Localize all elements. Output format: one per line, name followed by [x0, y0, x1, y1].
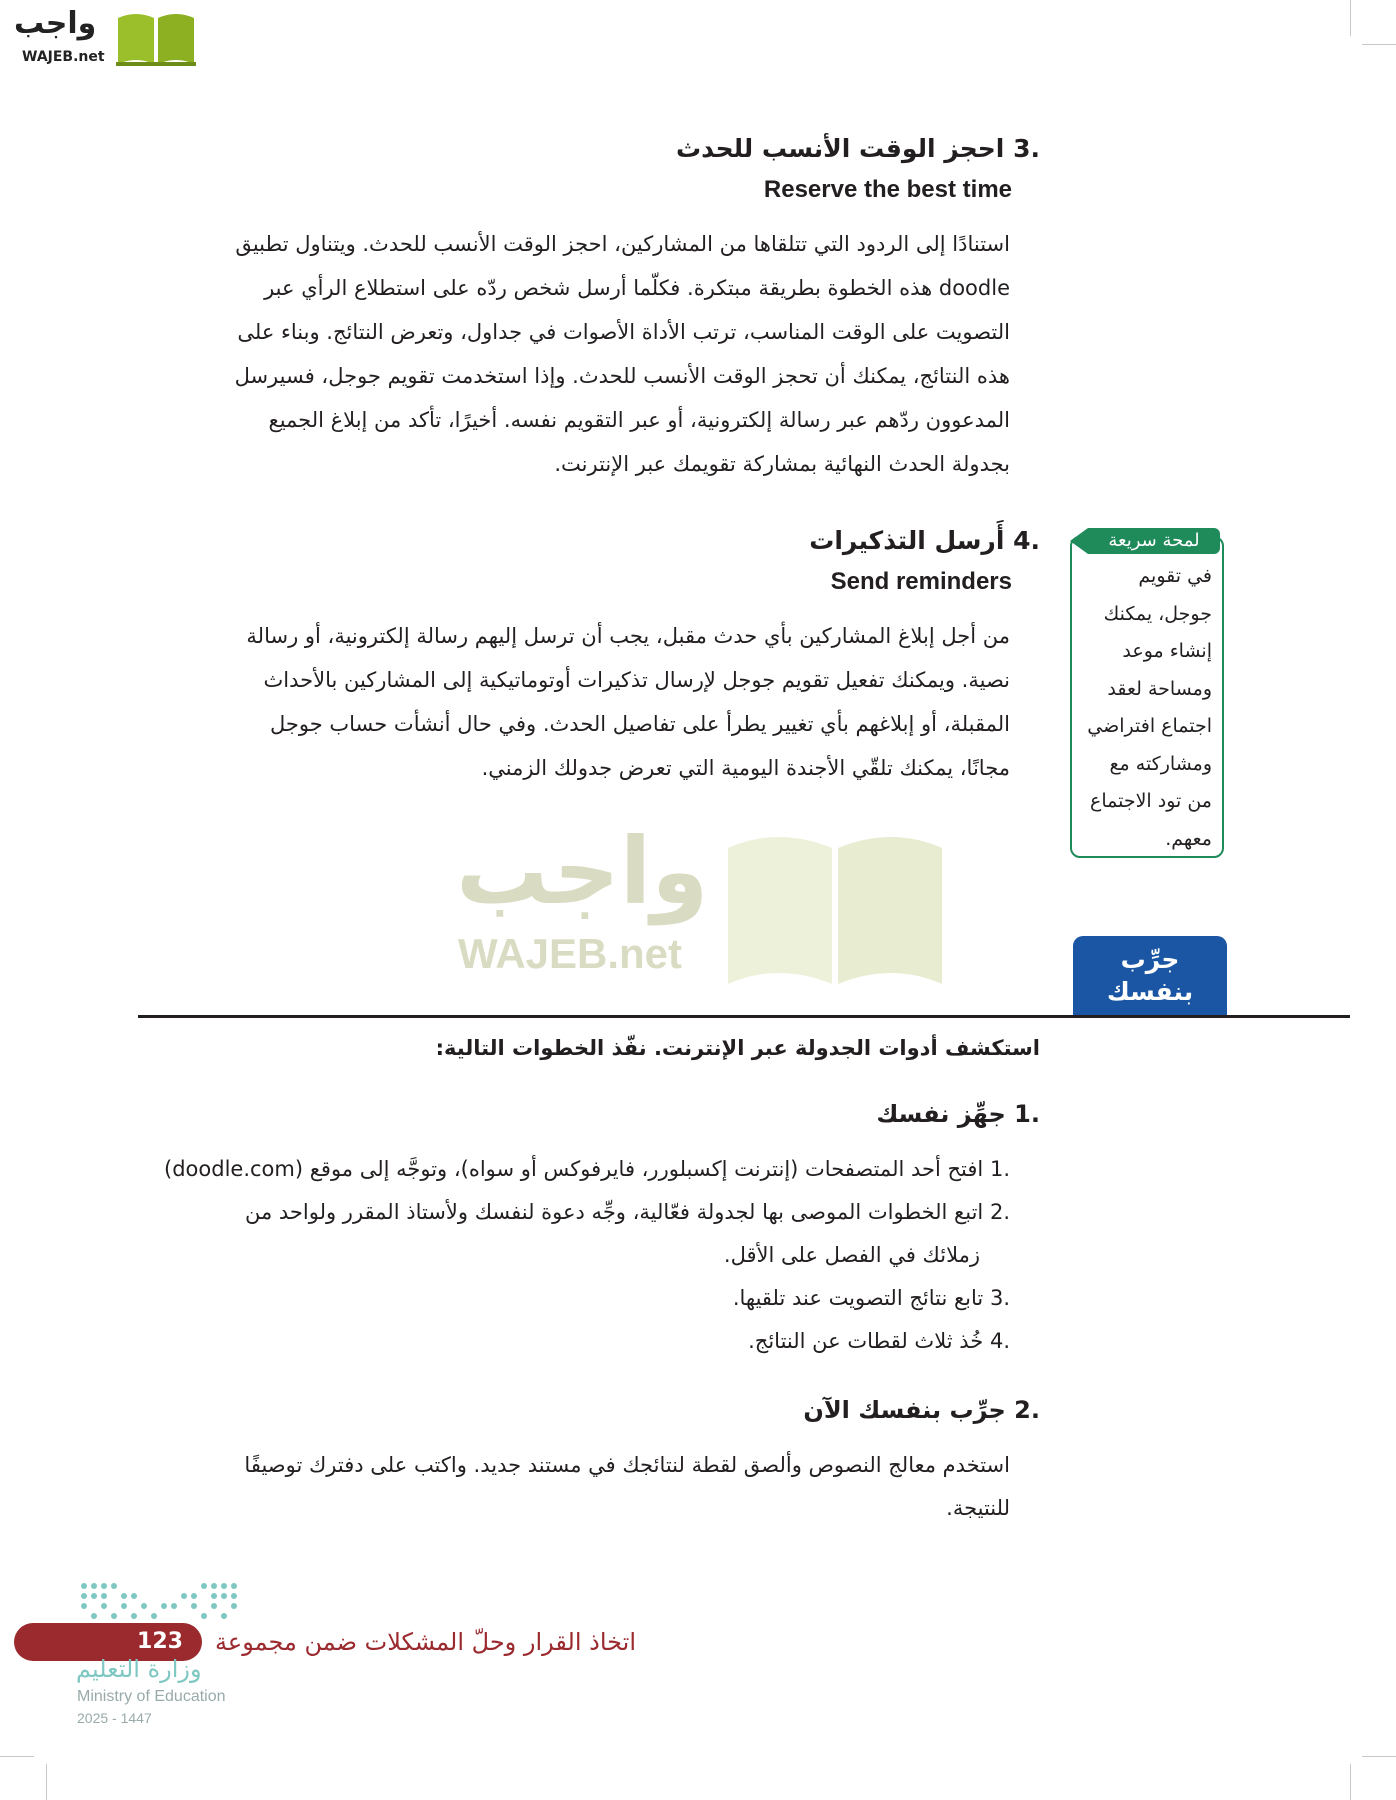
paragraph-line: استنادًا إلى الردود التي تتلقاها من المشاركين، احجز الوقت الأنسب للحدث. ويتناول تطبيق	[235, 232, 1010, 256]
quick-tip-line: ومساحة لعقد	[1107, 677, 1212, 700]
paragraph-line: هذه النتائج، يمكنك أن تحجز الوقت الأنسب للحدث. وإذا استخدمت تقويم جوجل، فسيرسل	[234, 364, 1010, 388]
brand-net: WAJEB.net	[22, 49, 105, 65]
try-yourself-tab	[1073, 936, 1227, 1016]
try-yourself-line1: جرِّب	[1120, 945, 1180, 974]
quick-tip-title: لمحة سريعة	[1088, 528, 1220, 554]
quick-tip-line: إنشاء موعد	[1122, 640, 1212, 662]
step2-paragraph	[138, 1444, 1010, 1530]
quick-tip-line: جوجل، يمكنك	[1103, 602, 1212, 625]
crop-mark	[1362, 1756, 1396, 1757]
paragraph-line: مجانًا، يمكنك تلقّي الأجندة اليومية التي تعرض جدولك الزمني.	[481, 756, 1010, 780]
crop-mark	[0, 1756, 34, 1757]
section3-heading: .3 احجز الوقت الأنسب للحدث	[676, 134, 1040, 163]
paragraph-line: المدعوون ردّهم عبر رسالة إلكترونية، أو عبر التقويم نفسه. أخيرًا، تأكد من إبلاغ الجميع	[268, 408, 1010, 432]
section4-heading: .4 أَرسل التذكيرات	[809, 526, 1040, 555]
try-yourself-line2: بنفسك	[1106, 977, 1194, 1006]
section4-paragraph	[138, 614, 1010, 790]
watermark-net: WAJEB.net	[458, 930, 683, 977]
section-divider	[138, 1015, 1350, 1018]
book-icon	[114, 8, 198, 68]
paragraph-line: doodle هذه الخطوة بطريقة مبتكرة. فكلّما أرسل شخص ردّه على استطلاع الرأي عبر	[264, 276, 1010, 300]
paragraph-line: من أجل إبلاغ المشاركين بأي حدث مقبل، يجب أن ترسل إليهم رسالة إلكترونية، أو رسالة	[246, 624, 1010, 648]
quick-tip-line: ومشاركته مع	[1109, 752, 1212, 775]
quick-tip-line: معهم.	[1165, 827, 1212, 850]
ministry-year: 2025 - 1447	[77, 1710, 152, 1726]
ministry-name-en: Ministry of Education	[77, 1688, 226, 1705]
watermark-word: واجب	[456, 818, 709, 925]
page-number: 123	[137, 1629, 183, 1654]
paragraph-line: التصويت على الوقت المناسب، ترتب الأداة الأصوات في جداول، وتعرض النتائج. وبناء على	[237, 320, 1010, 344]
step1-list	[138, 1148, 1010, 1363]
list-item: .1 افتح أحد المتصفحات (إنترنت إكسبلورر، فايرفوكس أو سواه)، وتوجَّه إلى موقع (doodle.com)	[164, 1157, 1010, 1181]
watermark-book-icon	[720, 818, 950, 988]
brand-logo	[10, 6, 190, 68]
try-yourself-intro: استكشف أدوات الجدولة عبر الإنترنت. نفّذ الخطوات التالية:	[435, 1036, 1040, 1060]
quick-tip-line: في تقويم	[1138, 565, 1212, 587]
list-item: .3 تابع نتائج التصويت عند تلقيها.	[732, 1286, 1010, 1310]
step1-heading: .1 جهِّز نفسك	[876, 1100, 1040, 1128]
watermark	[440, 818, 960, 988]
section3-heading-en: Reserve the best time	[763, 176, 1012, 203]
paragraph-line: استخدم معالج النصوص وألصق لقطة لنتائجك في مستند جديد. واكتب على دفترك توصيفًا	[244, 1453, 1010, 1477]
crop-mark	[46, 1764, 47, 1800]
ministry-logo-dots	[78, 1580, 248, 1622]
paragraph-line: بجدولة الحدث النهائية بمشاركة تقويمك عبر الإنترنت.	[554, 452, 1010, 476]
brand-word: واجب	[14, 6, 97, 41]
list-item: .2 اتبع الخطوات الموصى بها لجدولة فعّالية، وجِّه دعوة لنفسك ولأستاذ المقرر ولواحد من	[245, 1200, 1010, 1224]
paragraph-line: المقبلة، أو إبلاغهم بأي تغيير يطرأ على تفاصيل الحدث. وفي حال أنشأت حساب جوجل	[269, 712, 1010, 736]
crop-mark	[1362, 44, 1396, 45]
list-item: زملائك في الفصل على الأقل.	[723, 1243, 980, 1267]
ministry-name-ar: وزارة التعليم	[76, 1655, 202, 1683]
quick-tip-line: اجتماع افتراضي	[1087, 715, 1212, 737]
quick-tip-line: من تود الاجتماع	[1090, 790, 1212, 812]
chapter-title: اتخاذ القرار وحلّ المشكلات ضمن مجموعة	[215, 1628, 636, 1656]
crop-mark	[1350, 1764, 1351, 1800]
step2-heading: .2 جرِّب بنفسك الآن	[803, 1396, 1040, 1424]
crop-mark	[1350, 0, 1351, 36]
quick-tip-box	[1070, 528, 1224, 858]
quick-tip-text	[1078, 558, 1212, 858]
section3-paragraph	[138, 222, 1010, 486]
section4-heading-en: Send reminders	[830, 568, 1012, 595]
list-item: .4 خُذ ثلاث لقطات عن النتائج.	[748, 1329, 1010, 1353]
paragraph-line: نصية. ويمكنك تفعيل تقويم جوجل لإرسال تذكيرات أوتوماتيكية إلى المشاركين بالأحداث	[263, 668, 1010, 692]
paragraph-line: للنتيجة.	[946, 1496, 1010, 1520]
